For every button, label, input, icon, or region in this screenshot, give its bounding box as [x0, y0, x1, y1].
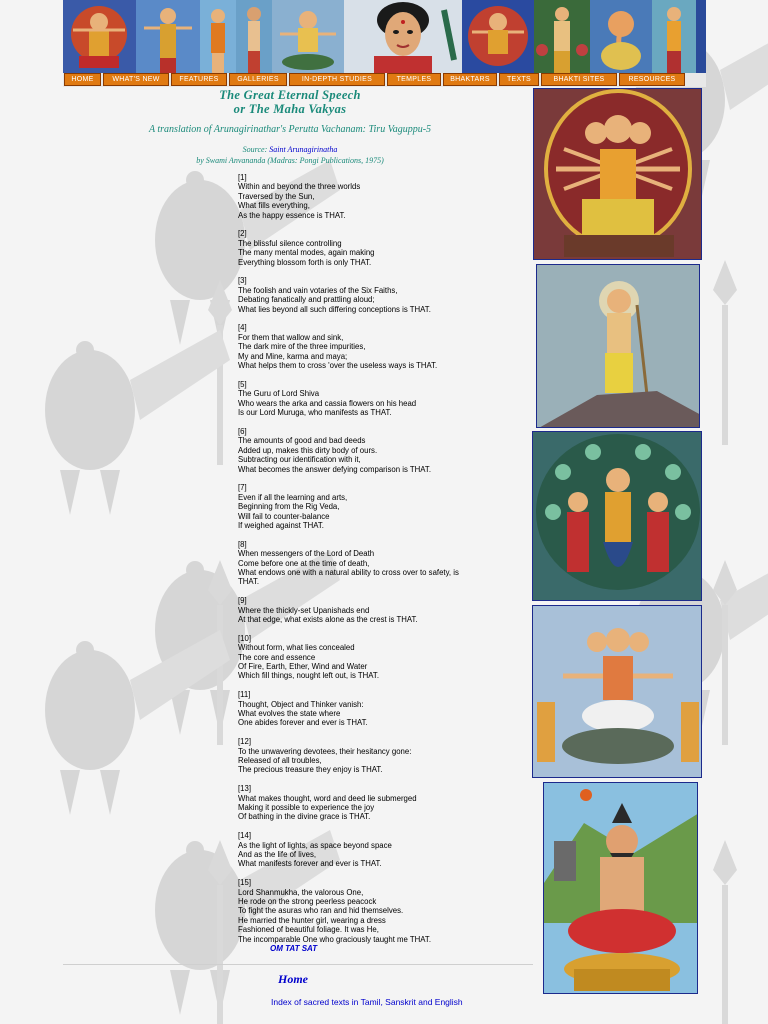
nav-resources[interactable]: RESOURCES — [619, 73, 685, 86]
verse-line: The Guru of Lord Shiva — [238, 389, 320, 399]
verse-line: What fills everything, — [238, 201, 310, 211]
banner-deity-image — [534, 0, 590, 73]
verse-line: Within and beyond the three worlds — [238, 182, 361, 192]
source-credit: by Swami Anvananda (Madras: Pongi Publications, 1975) — [196, 156, 384, 165]
verse-line: Lord Shanmukha, the valorous One, — [238, 887, 364, 897]
verse — [238, 483, 538, 530]
verse-line: What lies beyond all such differing conceptions is THAT. — [238, 304, 431, 314]
verse-line: When messengers of the Lord of Death — [238, 549, 375, 559]
nav-bhaktars[interactable]: BHAKTARS — [443, 73, 497, 86]
verse-line: Subtracting our identification with it, — [238, 455, 361, 465]
verse — [238, 784, 538, 822]
verse-line: What endows one with a natural ability to cross over to safety, is — [238, 567, 459, 577]
verse-number: [1] — [238, 173, 247, 182]
verse-line: What makes thought, word and deed lie submerged — [238, 793, 417, 803]
verse — [238, 634, 538, 681]
verse-number: [13] — [238, 784, 252, 794]
deity-image-child-muruga — [536, 264, 700, 428]
verse-line: He rode on the strong peerless peacock — [238, 897, 377, 907]
verse-line: Traversed by the Sun, — [238, 191, 315, 201]
verse-number: [7] — [238, 483, 247, 493]
verse-line: The foolish and vain votaries of the Six Faiths, — [238, 285, 398, 295]
verse — [238, 380, 538, 418]
nav-whats-new[interactable]: WHAT'S NEW — [103, 73, 169, 86]
verse-line: Come before one at the time of death, — [238, 558, 370, 568]
verse-line: The core and essence — [238, 652, 316, 662]
verse-line: What manifests forever and ever is THAT. — [238, 859, 382, 869]
verse-line: The incomparable One who graciously taught me THAT. — [238, 934, 431, 944]
verse-line: The blissful silence controlling — [238, 238, 342, 248]
verse-number: [10] — [238, 633, 252, 643]
verse-line: Where the thickly-set Upanishads end — [238, 605, 370, 615]
verse-line: As the light of lights, as space beyond space — [238, 840, 392, 850]
verse-line: Added up, makes this dirty body of ours. — [238, 445, 378, 455]
verse-line: As the happy essence is THAT. — [238, 210, 346, 220]
nav-galleries[interactable]: GALLERIES — [229, 73, 287, 86]
verse-line: My and Mine, karma and maya; — [238, 351, 348, 361]
verse-number: [9] — [238, 596, 247, 606]
verse — [238, 737, 538, 775]
verse-line: Is our Lord Muruga, who manifests as THAT. — [238, 408, 392, 418]
verse-number: [14] — [238, 831, 252, 841]
verse-number: [12] — [238, 737, 252, 747]
verse-line: What helps them to cross 'over the useless ways is THAT. — [238, 361, 438, 371]
verse-number: [4] — [238, 323, 247, 333]
verse-line: Beginning from the Rig Veda, — [238, 502, 340, 512]
banner-deity-image — [63, 0, 136, 73]
verse-line: One abides forever and ever is THAT. — [238, 718, 368, 728]
deity-image-shanmukha-devotees — [532, 605, 702, 778]
verse-line: The amounts of good and bad deeds — [238, 436, 366, 446]
verse-line: Making it possible to experience the joy — [238, 803, 375, 813]
nav-texts[interactable]: TEXTS — [499, 73, 539, 86]
verse-line: What evolves the state where — [238, 709, 341, 718]
verse-line: Debating fanatically and prattling aloud; — [238, 295, 375, 305]
verse-line: And as the life of lives, — [238, 850, 317, 860]
deity-image-arunagirinathar — [543, 782, 698, 994]
verse — [238, 878, 538, 944]
verse-line: What becomes the answer defying comparison is THAT. — [238, 464, 431, 474]
verse-line: The dark mire of the three impurities, — [238, 342, 366, 352]
deity-image-shanmukha-throne — [533, 88, 702, 260]
nav-home[interactable]: HOME — [64, 73, 101, 86]
header-banner — [63, 0, 706, 73]
verse — [238, 276, 538, 314]
verse — [238, 173, 538, 220]
verse-line: Who wears the arka and cassia flowers on his head — [238, 398, 417, 408]
verse — [238, 427, 538, 474]
verse-line: For them that wallow and sink, — [238, 332, 344, 342]
verse-number: [5] — [238, 379, 247, 389]
nav-in-depth-studies[interactable]: IN-DEPTH STUDIES — [289, 73, 385, 86]
verse-line: Fashioned of beautiful foliage. It was He, — [238, 925, 379, 935]
banner-deity-image — [652, 0, 696, 73]
banner-deity-image — [200, 0, 236, 73]
nav-temples[interactable]: TEMPLES — [387, 73, 441, 86]
verse-line: If weighed against THAT. — [238, 520, 324, 530]
verse-line: To the unwavering devotees, their hesitancy gone: — [238, 746, 412, 756]
source-label: Source: — [242, 145, 270, 154]
verse-number: [8] — [238, 539, 247, 549]
verse-line: Even if all the learning and arts, — [238, 492, 348, 502]
verse-number: [15] — [238, 878, 252, 888]
footer-divider — [63, 964, 533, 965]
verse — [238, 323, 538, 370]
verse — [238, 540, 538, 587]
main-nav — [63, 73, 706, 87]
banner-deity-image — [272, 0, 344, 73]
verse-line: He married the hunter girl, wearing a dress — [238, 915, 386, 925]
verse-line: The precious treasure they enjoy is THAT. — [238, 765, 383, 775]
verse-line: Of Fire, Earth, Ether, Wind and Water — [238, 661, 368, 671]
verse-number: [6] — [238, 426, 247, 436]
verse-line: At that edge, what exists alone as the crest is THAT. — [238, 614, 418, 624]
verse-line: The many mental modes, again making — [238, 248, 375, 258]
verse — [238, 831, 538, 869]
verse-line: THAT. — [238, 577, 260, 587]
verse — [238, 690, 538, 728]
verse-number: [11] — [238, 690, 251, 700]
banner-deity-image — [236, 0, 272, 73]
banner-deity-image — [136, 0, 200, 73]
source-line — [100, 145, 480, 154]
verse-list — [238, 173, 538, 953]
verse-line: Will fail to counter-balance — [238, 511, 330, 521]
nav-bhakti-sites[interactable]: BHAKTI SITES — [541, 73, 617, 86]
verse-number: [3] — [238, 276, 247, 286]
verse — [238, 229, 538, 267]
verse-line: Without form, what lies concealed — [238, 643, 355, 653]
banner-ganesha-image — [590, 0, 652, 73]
banner-deity-image — [462, 0, 534, 73]
banner-goddess-image — [344, 0, 462, 73]
verse-line: Released of all troubles, — [238, 756, 322, 766]
verse-line: Of bathing in the divine grace is THAT. — [238, 812, 371, 822]
page-title-line2: or The Maha Vakyas — [233, 102, 347, 116]
deity-image-peacock-consorts — [532, 431, 702, 601]
verse-line: Everything blossom forth is only THAT. — [238, 257, 372, 267]
verse-line: To fight the asuras who ran and hid themselves. — [238, 906, 404, 916]
source-author-link[interactable]: Saint Arunagirinatha — [269, 145, 338, 154]
verse-line: Thought, Object and Thinker vanish: — [238, 699, 364, 709]
verse — [238, 596, 538, 624]
verse-line: Which fill things, nought left out, is THAT. — [238, 671, 379, 681]
verse-number: [2] — [238, 229, 247, 239]
index-link[interactable]: Index of sacred texts in Tamil, Sanskrit and English — [271, 997, 463, 1007]
om-tat-sat: OM TAT SAT — [270, 944, 318, 953]
nav-features[interactable]: FEATURES — [171, 73, 227, 86]
home-link[interactable]: Home — [278, 972, 308, 986]
page-subtitle: A translation of Arunagirinathar's Perutta Vachanam: Tiru Vaguppu-5 — [148, 124, 432, 135]
page-title-line1: The Great Eternal Speech — [219, 88, 361, 102]
